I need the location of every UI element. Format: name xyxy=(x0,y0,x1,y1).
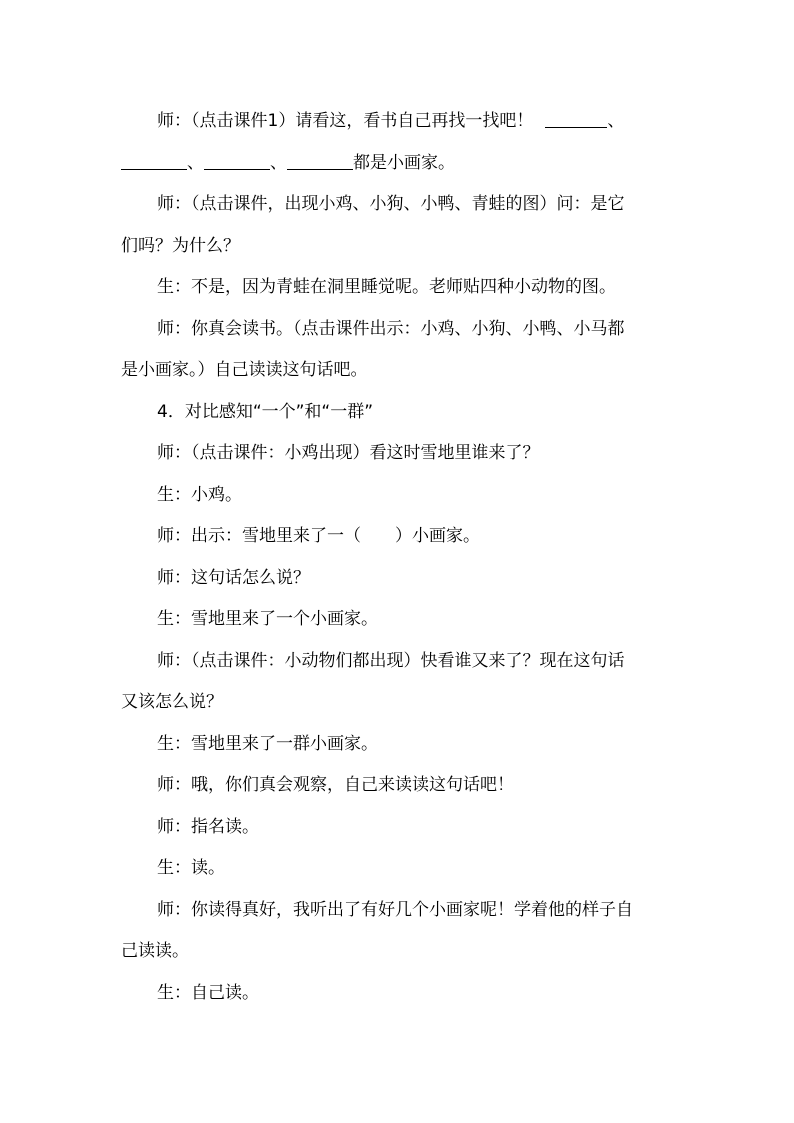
paragraph xyxy=(121,890,681,973)
paragraph-fill-in xyxy=(121,101,681,184)
paragraph-line: 师：指名读。 xyxy=(157,816,259,837)
paragraph-line: 己读读。 xyxy=(121,941,189,961)
paragraph-line: 生：雪地里来了一群小画家。 xyxy=(157,733,378,754)
separator: 、 xyxy=(187,152,204,173)
paragraph xyxy=(121,807,681,849)
paragraph-line: 师：（点击课件，出现小鸡、小狗、小鸭、青蛙的图）问：是它 xyxy=(157,194,625,214)
paragraph xyxy=(121,558,681,600)
paragraph xyxy=(121,475,681,517)
paragraph-line: 师：你真会读书。（点击课件出示：小鸡、小狗、小鸭、小马都 xyxy=(157,318,625,339)
paragraph-line: 师：出示：雪地里来了一（ ）小画家。 xyxy=(157,526,480,546)
separator: 、 xyxy=(607,111,625,131)
paragraph-line: 生：雪地里来了一个小画家。 xyxy=(157,609,378,629)
paragraph-line: 师：（点击课件：小鸡出现）看这时雪地里谁来了？ xyxy=(157,443,540,463)
section-heading-text: 4．对比感知“一个”和“一群” xyxy=(157,401,374,422)
paragraph-text: 都是小画家。 xyxy=(353,152,455,173)
paragraph-line: 师：你读得真好，我听出了有好几个小画家呢！学着他的样子自 xyxy=(157,899,633,920)
paragraph-line: 生：自己读。 xyxy=(157,982,259,1003)
paragraph-line: 师：哦，你们真会观察，自己来读读这句话吧！ xyxy=(157,775,514,795)
paragraph xyxy=(121,973,681,1015)
paragraph xyxy=(121,599,681,641)
paragraph-text: 师：（点击课件1）请看这，看书自己再找一找吧！ xyxy=(157,111,534,131)
paragraph xyxy=(121,433,681,475)
paragraph xyxy=(121,641,681,724)
paragraph-line: 们吗？为什么？ xyxy=(121,235,240,256)
paragraph xyxy=(121,516,681,558)
paragraph-line: 生：不是，因为青蛙在洞里睡觉呢。老师贴四种小动物的图。 xyxy=(157,277,616,297)
paragraph xyxy=(121,267,681,309)
paragraph-line: 生：读。 xyxy=(157,858,225,878)
paragraph xyxy=(121,724,681,766)
paragraph-line: 生：小鸡。 xyxy=(157,484,242,505)
fill-in-blank xyxy=(545,109,607,128)
separator: 、 xyxy=(270,152,287,173)
paragraph-line: 师：（点击课件：小动物们都出现）快看谁又来了？现在这句话 xyxy=(157,650,625,671)
fill-in-blank xyxy=(287,151,353,170)
document-body xyxy=(121,101,681,1014)
fill-in-blank xyxy=(204,151,270,170)
fill-in-blank xyxy=(121,151,187,170)
paragraph-line: 又该怎么说？ xyxy=(121,692,223,712)
paragraph xyxy=(121,309,681,392)
paragraph xyxy=(121,765,681,807)
section-heading xyxy=(121,392,681,434)
paragraph xyxy=(121,848,681,890)
paragraph xyxy=(121,184,681,267)
paragraph-line: 师：这句话怎么说？ xyxy=(157,567,310,588)
paragraph-line: 是小画家。）自己读读这句话吧。 xyxy=(121,360,368,380)
